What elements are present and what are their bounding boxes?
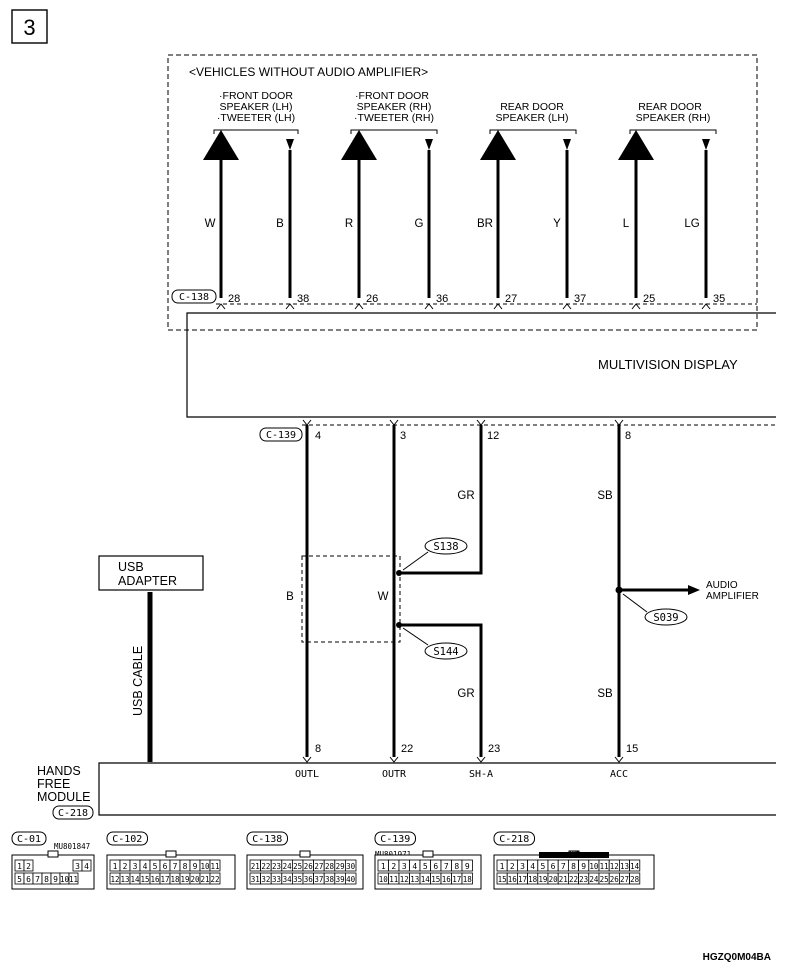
connector-pin: 21	[250, 862, 260, 871]
lower-bottom-pins	[315, 743, 638, 755]
multivision-display-label: MULTIVISION DISPLAY	[598, 357, 738, 372]
connector-pin: 6	[162, 862, 168, 871]
connector-pin: 34	[282, 875, 292, 884]
connector-pin: 5	[422, 862, 428, 871]
connector-pin: 3	[132, 862, 138, 871]
connector-pin: 28	[630, 875, 640, 884]
wire-color-label: B	[286, 591, 294, 603]
wire-color-label: SB	[597, 688, 613, 700]
svg-text:S039: S039	[653, 612, 679, 624]
connector-pin: 22	[210, 875, 220, 884]
connector-pin: 10	[378, 875, 388, 884]
pin-number: 38	[297, 293, 310, 305]
speaker-group-3	[490, 101, 576, 134]
connector-pin: 40	[346, 875, 356, 884]
connector-pin: 36	[303, 875, 313, 884]
connector-pin: 27	[619, 875, 630, 884]
connector-pin: 13	[619, 862, 630, 871]
speaker-label-line2: SPEAKER (LH)	[219, 101, 293, 113]
connector-c138-tag	[172, 290, 216, 303]
connector-pin: 12	[609, 862, 619, 871]
connector-pin: 26	[609, 875, 619, 884]
connector-pin: 16	[507, 875, 517, 884]
upper-wires	[221, 139, 710, 298]
wire-lg-35-arrow	[702, 139, 710, 150]
pin-number: 26	[366, 293, 379, 305]
connector-pin: 20	[548, 875, 558, 884]
connector-pin: 25	[599, 875, 609, 884]
pin-number: 22	[401, 743, 414, 755]
connector-pin: 14	[420, 875, 430, 884]
speaker-bracket	[490, 130, 576, 134]
speaker-bracket	[351, 130, 437, 134]
speaker-bracket	[214, 130, 298, 134]
connector-pin: 5	[17, 875, 22, 884]
speaker-group-2	[351, 90, 437, 134]
speaker-label-line3: ·TWEETER (LH)	[216, 112, 296, 124]
connector-pin: 4	[84, 862, 89, 871]
wire-y-37-arrow	[563, 139, 571, 150]
connector-pin: 17	[517, 875, 528, 884]
connector-tag-label: AMP	[568, 851, 580, 858]
splice-dot-s039	[616, 587, 623, 594]
connector-pin: 5	[152, 862, 158, 871]
connector-pin: 5	[540, 862, 546, 871]
connector-pin: 3	[401, 862, 407, 871]
connector-pin: 1	[17, 862, 22, 871]
amp-arrow	[688, 585, 700, 595]
wire-color-label: L	[622, 218, 630, 230]
connector-pin: 16	[150, 875, 160, 884]
wire-color-label: W	[377, 591, 389, 603]
usb-cable-label: USB CABLE	[131, 645, 145, 716]
pin-number: 23	[488, 743, 501, 755]
figure-code: HGZQ0M04BA	[702, 952, 771, 963]
speaker-label-line2: SPEAKER (RH)	[635, 112, 711, 124]
pin-number: 15	[626, 743, 639, 755]
connector-view-label: C-01	[16, 834, 42, 845]
connector-pin: 2	[26, 862, 31, 871]
hands-free-line1: HANDS	[37, 764, 81, 778]
upper-wire-colors	[205, 218, 700, 230]
connector-pin: 8	[571, 862, 576, 871]
wire-color-label: G	[414, 218, 424, 230]
connector-pin: 7	[443, 862, 449, 871]
splice-dot-s144	[396, 622, 402, 628]
hands-free-module-box	[99, 763, 776, 815]
connector-pin: 9	[464, 862, 470, 871]
speaker-group-1	[214, 90, 298, 134]
connector-pin: 12	[110, 875, 120, 884]
connector-pin: 8	[454, 862, 460, 871]
signal-names	[295, 769, 628, 780]
connector-pin: 4	[412, 862, 418, 871]
connector-pin: 27	[314, 862, 324, 871]
wire-g-36-arrow	[425, 139, 433, 150]
connector-pin: 7	[560, 862, 566, 871]
connector-pin: 13	[410, 875, 420, 884]
connector-pin: 16	[441, 875, 451, 884]
connector-pin: 18	[170, 875, 180, 884]
connector-pin: 17	[160, 875, 170, 884]
connector-pin: 23	[579, 875, 589, 884]
svg-text:C-218: C-218	[57, 808, 89, 819]
connector-pin: 3	[520, 862, 525, 871]
connector-pin: 2	[391, 862, 397, 871]
connector-pin: 24	[282, 862, 292, 871]
connector-pin: 7	[172, 862, 178, 871]
wire-color-label: GR	[457, 490, 475, 502]
connector-pin: 8	[44, 875, 49, 884]
splice-tag-s144	[403, 628, 467, 659]
connector-pin: 22	[568, 875, 579, 884]
signal-name: SH-A	[468, 769, 494, 780]
connector-pin: 15	[431, 875, 441, 884]
connector-view-c-102	[107, 832, 235, 889]
connector-pin: 3	[75, 862, 80, 871]
wire-color-label: B	[276, 218, 284, 230]
connector-pin: 1	[112, 862, 118, 871]
connector-pin: 10	[59, 875, 70, 884]
svg-text:S144: S144	[433, 646, 459, 658]
connector-pin: 18	[462, 875, 472, 884]
connector-pin: 4	[530, 862, 536, 871]
connector-view-c-218	[494, 832, 654, 889]
wire-color-label: W	[204, 218, 216, 230]
wire-color-label: BR	[477, 218, 493, 230]
speaker-label-line1: ·FRONT DOOR	[219, 90, 293, 102]
audio-amp-line2: AMPLIFIER	[706, 591, 759, 602]
svg-text:S138: S138	[433, 541, 459, 553]
page-number: 3	[23, 15, 36, 40]
connector-pin: 23	[271, 862, 282, 871]
connector-pin: 32	[261, 875, 271, 884]
connector-pin: 22	[261, 862, 271, 871]
connector-part-number: MU801847	[54, 842, 91, 851]
hands-free-line3: MODULE	[37, 790, 91, 804]
connector-pin: 14	[630, 862, 640, 871]
connector-pin: 8	[182, 862, 188, 871]
connector-pin: 7	[35, 875, 40, 884]
connector-pin: 6	[433, 862, 439, 871]
usb-adapter-line2: ADAPTER	[118, 574, 178, 588]
audio-amp-line1: AUDIO	[706, 580, 738, 591]
lower-top-pins	[315, 430, 631, 442]
signal-name: ACC	[609, 769, 629, 780]
speaker-label-line2: SPEAKER (LH)	[495, 112, 569, 124]
bottom-terminal-ticks	[303, 757, 623, 762]
connector-pin: 18	[528, 875, 538, 884]
connector-pin: 21	[200, 875, 210, 884]
connector-pin: 10	[200, 862, 210, 871]
hands-free-line2: FREE	[37, 777, 71, 791]
connector-view-c-139	[375, 832, 481, 889]
pin-number: 4	[315, 430, 322, 442]
connector-pin: 2	[509, 862, 515, 871]
connector-pin: 9	[53, 875, 58, 884]
connector-view-label: C-139	[380, 834, 411, 845]
connector-pin: 9	[581, 862, 587, 871]
connector-pin: 15	[497, 875, 507, 884]
splice-dot-s138	[396, 570, 402, 576]
connector-pin: 29	[335, 862, 345, 871]
connector-pin: 20	[190, 875, 200, 884]
wire-b-38-arrow	[286, 139, 294, 150]
speaker-group-4	[630, 101, 716, 134]
lower-wire-colors	[286, 490, 613, 700]
signal-name: OUTR	[381, 769, 407, 780]
pin-number: 28	[228, 293, 241, 305]
group-title: <VEHICLES WITHOUT AUDIO AMPLIFIER>	[189, 65, 429, 79]
upper-terminal-ticks	[217, 304, 710, 309]
wire-color-label: Y	[553, 218, 561, 230]
connector-view-c-01	[12, 832, 94, 889]
speaker-label-line1: REAR DOOR	[638, 101, 702, 113]
usb-adapter-line1: USB	[118, 560, 144, 574]
pin-number: 37	[574, 293, 587, 305]
speaker-label-line1: ·FRONT DOOR	[355, 90, 429, 102]
connector-pin: 11	[389, 875, 399, 884]
pin-number: 25	[643, 293, 656, 305]
connector-pin: 15	[140, 875, 150, 884]
lower-terminal-ticks	[303, 420, 623, 425]
connector-pin: 17	[452, 875, 462, 884]
connector-pin: 21	[558, 875, 568, 884]
connector-pin: 26	[303, 862, 313, 871]
pin-number: 36	[436, 293, 449, 305]
speaker-label-line1: REAR DOOR	[500, 101, 564, 113]
connector-face-views	[12, 832, 654, 889]
svg-text:C-138: C-138	[178, 292, 210, 303]
connector-pin: 11	[599, 862, 609, 871]
pin-number: 8	[625, 430, 632, 442]
connector-pin: 6	[550, 862, 556, 871]
speaker-label-line3: ·TWEETER (RH)	[354, 112, 434, 124]
pin-number: 27	[505, 293, 518, 305]
speaker-label-line2: SPEAKER (RH)	[356, 101, 432, 113]
connector-pin: 38	[324, 875, 335, 884]
connector-pin: 4	[142, 862, 148, 871]
connector-pin: 2	[122, 862, 128, 871]
pin-number: 8	[315, 743, 322, 755]
pin-number: 3	[400, 430, 407, 442]
connector-pin: 1	[499, 862, 505, 871]
wire-color-label: LG	[684, 218, 700, 230]
pin-number: 35	[713, 293, 726, 305]
connector-pin: 11	[68, 875, 79, 884]
connector-pin: 19	[180, 875, 190, 884]
connector-view-c-138	[247, 832, 363, 889]
connector-view-label: C-102	[112, 834, 143, 845]
lower-wires	[150, 425, 690, 762]
pin-number: 12	[487, 430, 500, 442]
connector-pin: 31	[250, 875, 260, 884]
wire-color-label: SB	[597, 490, 613, 502]
connector-pin: 11	[210, 862, 220, 871]
connector-pin: 1	[380, 862, 386, 871]
connector-c218-tag	[53, 806, 93, 819]
connector-pin: 24	[589, 875, 599, 884]
connector-view-label: C-138	[252, 834, 283, 845]
connector-pin: 10	[589, 862, 599, 871]
speaker-bracket	[630, 130, 716, 134]
connector-pin: 6	[26, 875, 31, 884]
connector-view-label: C-218	[499, 834, 530, 845]
connector-pin: 13	[120, 875, 130, 884]
splice-tag-s039	[623, 594, 687, 625]
connector-pin: 14	[130, 875, 140, 884]
connector-pin: 39	[335, 875, 345, 884]
wire-color-label: R	[344, 218, 354, 230]
splice-tag-s138	[403, 538, 467, 570]
signal-name: OUTL	[294, 769, 320, 780]
connector-pin: 19	[538, 875, 548, 884]
connector-pin: 33	[271, 875, 282, 884]
connector-pin: 12	[399, 875, 409, 884]
connector-pin: 28	[324, 862, 335, 871]
connector-pin: 25	[293, 862, 303, 871]
connector-pin: 9	[192, 862, 198, 871]
connector-pin: 35	[293, 875, 303, 884]
upper-pin-numbers	[228, 293, 725, 305]
connector-c139-tag	[260, 428, 302, 441]
wire-color-label: GR	[457, 688, 475, 700]
connector-pin: 30	[346, 862, 356, 871]
connector-pin: 37	[314, 875, 324, 884]
svg-text:C-139: C-139	[265, 430, 297, 441]
